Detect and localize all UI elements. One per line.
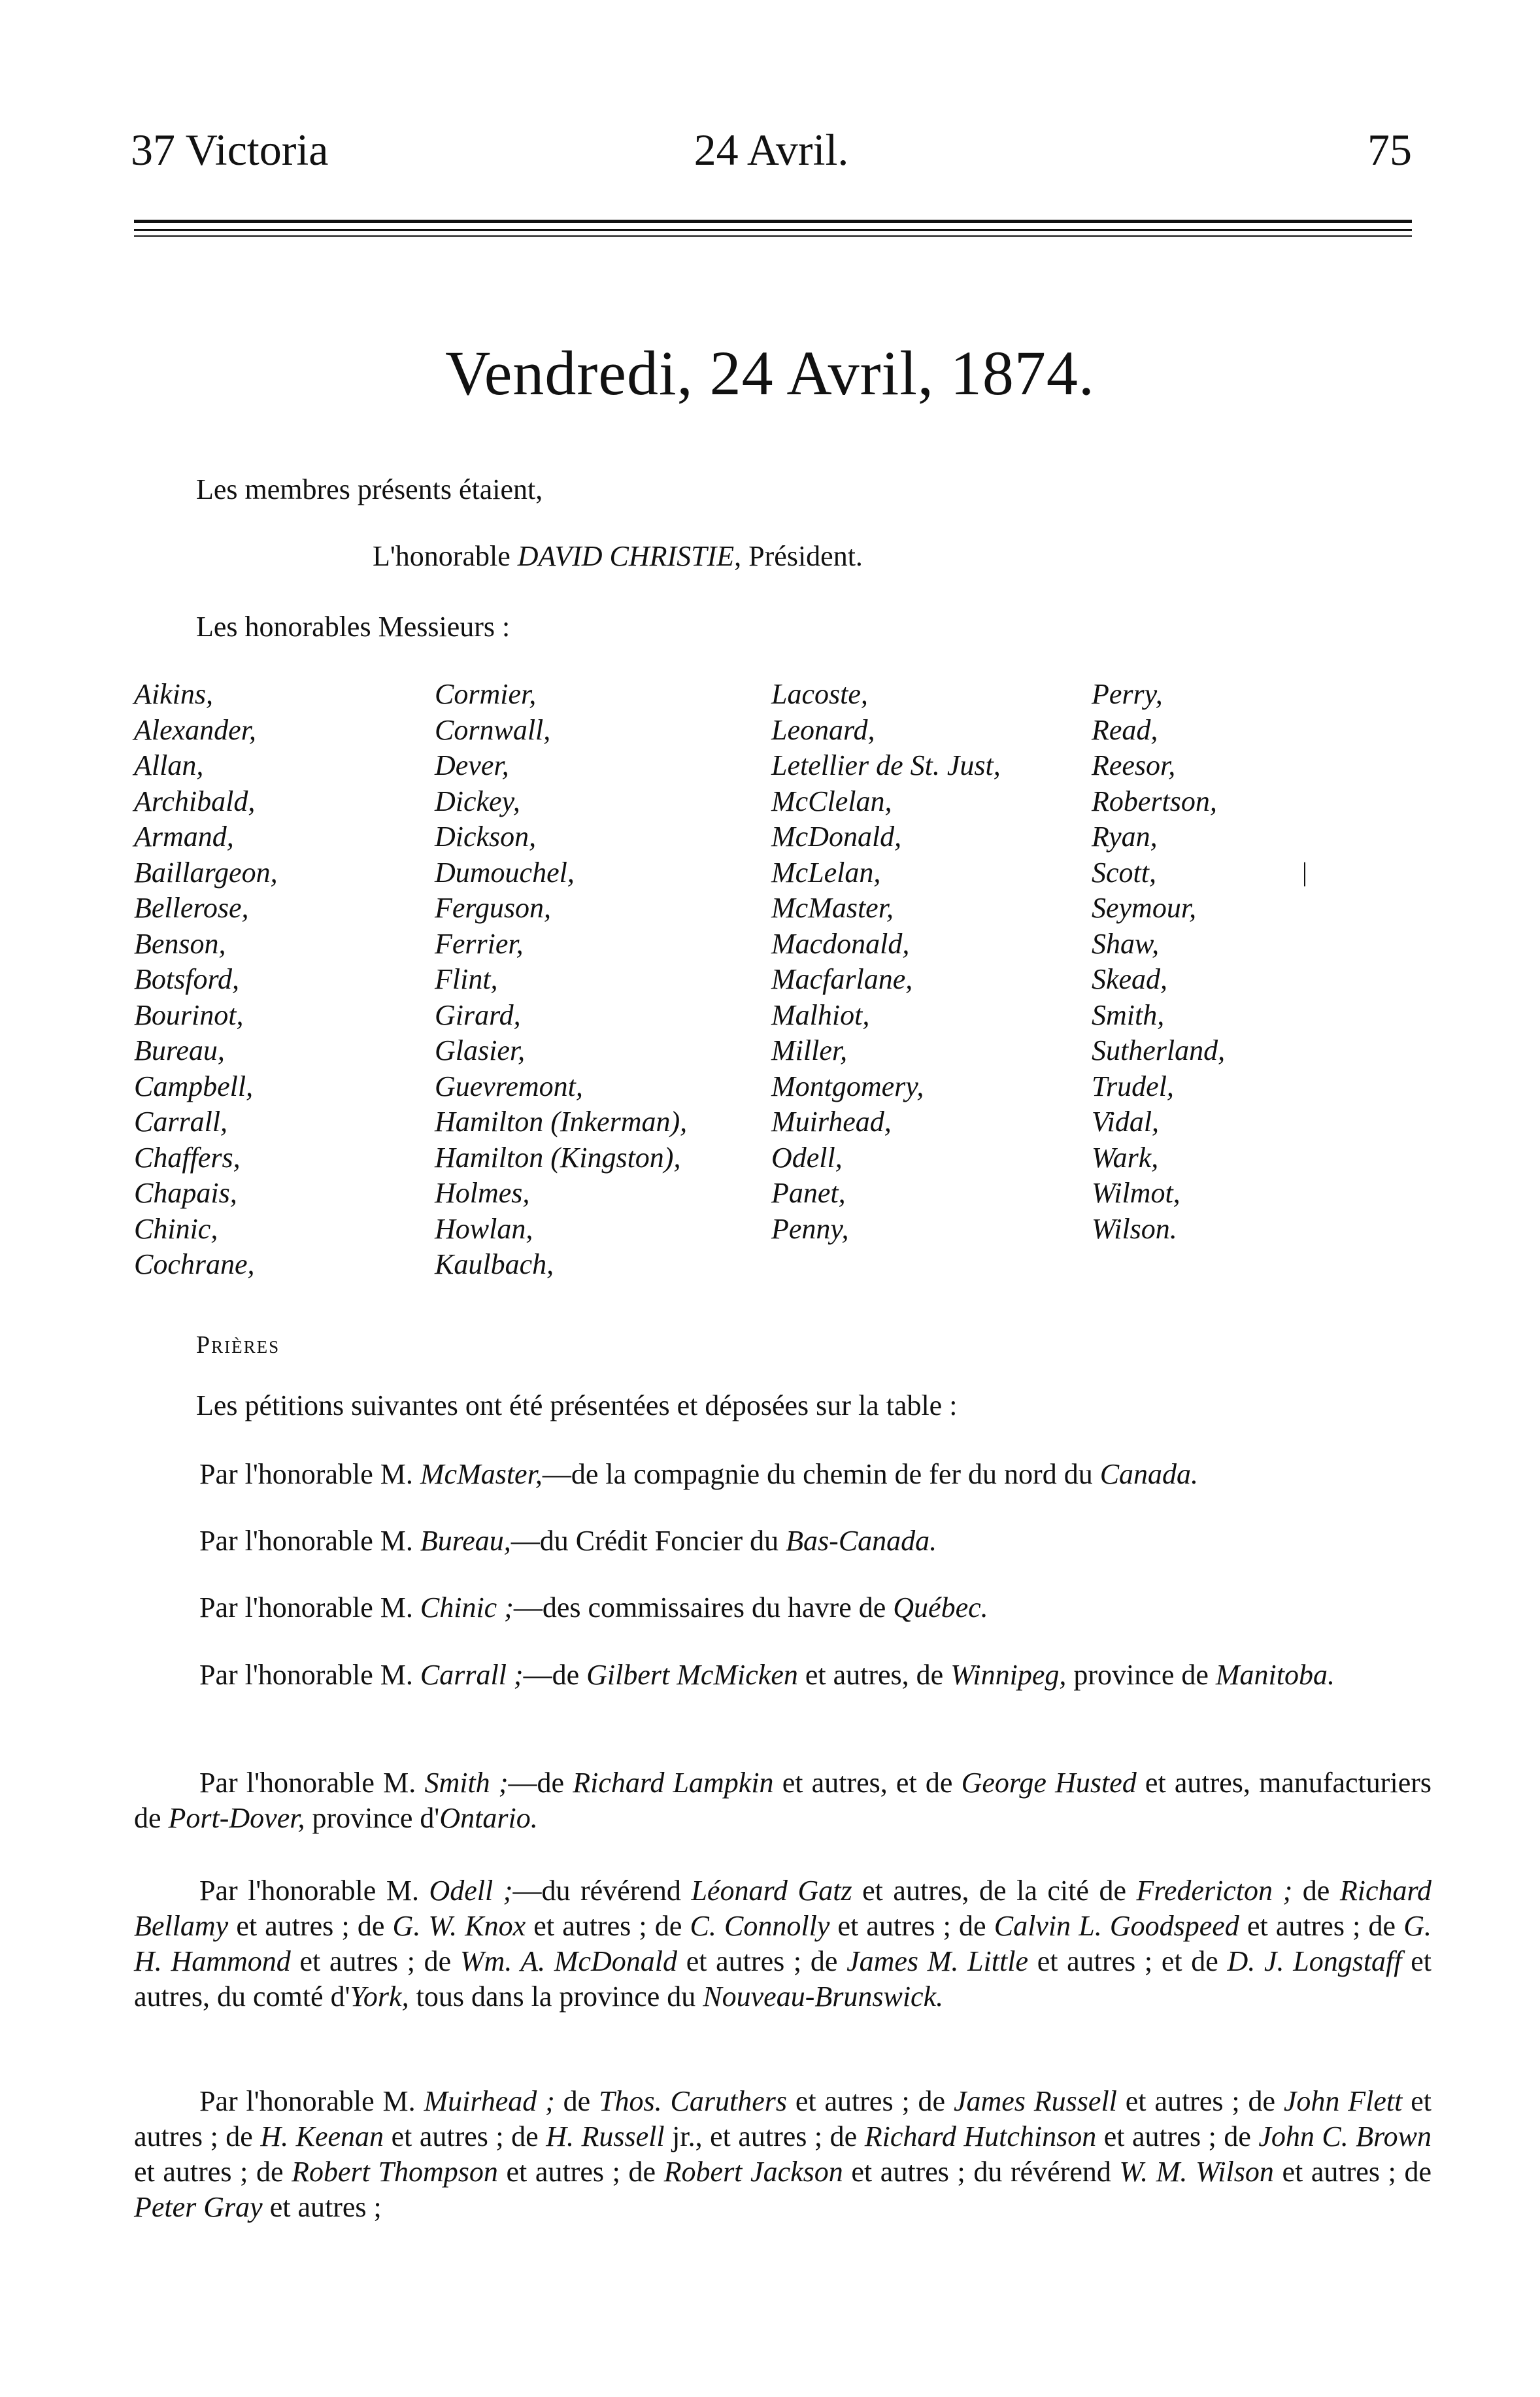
petition-text: —du révérend bbox=[512, 1875, 692, 1907]
member-name: McDonald, bbox=[771, 821, 902, 853]
member-name: Cormier, bbox=[435, 678, 537, 710]
member-name: Aikins, bbox=[134, 678, 213, 710]
member-name: Odell, bbox=[771, 1141, 843, 1174]
members-column-4 bbox=[1092, 677, 1225, 1247]
petition-bureau bbox=[134, 1523, 1431, 1559]
place-name: Canada. bbox=[1099, 1458, 1199, 1490]
petition-text: —du Crédit Foncier du bbox=[511, 1525, 786, 1557]
member-name: Smith, bbox=[1092, 998, 1165, 1031]
petition-text: et autres ; de bbox=[1239, 1910, 1404, 1942]
member-name: Cochrane, bbox=[134, 1248, 255, 1280]
petition-text: Par l'honorable M. bbox=[199, 1591, 420, 1624]
member-name: Letellier de St. Just, bbox=[771, 749, 1001, 781]
petitioner-name: W. M. Wilson bbox=[1119, 2156, 1274, 2188]
petition-text: Par l'honorable M. bbox=[199, 1525, 420, 1557]
member-name: Seymour, bbox=[1092, 892, 1197, 924]
petition-text: et autres, de bbox=[797, 1659, 951, 1691]
senator-name: Odell ; bbox=[429, 1875, 513, 1907]
page-number: 75 bbox=[1367, 125, 1412, 175]
petition-text: et autres ; de bbox=[134, 2085, 1431, 2152]
petitioner-name: Léonard Gatz bbox=[691, 1875, 852, 1907]
petition-muirhead bbox=[134, 2084, 1431, 2225]
petition-text: Par l'honorable M. bbox=[199, 1458, 420, 1490]
petition-carrall bbox=[134, 1658, 1431, 1693]
petitioner-name: H. Keenan bbox=[260, 2120, 384, 2152]
header-rule-thin bbox=[134, 235, 1412, 237]
member-name: Chaffers, bbox=[134, 1141, 241, 1174]
member-name: Carrall, bbox=[134, 1106, 228, 1138]
member-name: Howlan, bbox=[435, 1212, 533, 1245]
petitioner-name: G. H. Hammond bbox=[134, 1910, 1431, 1977]
petition-smith bbox=[134, 1765, 1431, 1836]
member-name: Panet, bbox=[771, 1177, 846, 1209]
petitioner-name: John C. Brown bbox=[1258, 2120, 1431, 2152]
member-name: McClelan, bbox=[771, 785, 892, 817]
member-name: Alexander, bbox=[134, 713, 256, 746]
member-name: Dickson, bbox=[435, 821, 537, 853]
member-name: Macdonald, bbox=[771, 927, 910, 960]
petitions-intro: Les pétitions suivantes ont été présentées et déposées sur la table : bbox=[196, 1389, 958, 1421]
member-name: Skead, bbox=[1092, 963, 1168, 995]
member-name: Montgomery, bbox=[771, 1070, 924, 1102]
member-name: Ferguson, bbox=[435, 892, 552, 924]
petitioner-name: John Flett bbox=[1283, 2085, 1403, 2117]
petition-text: et autres ; de bbox=[829, 1910, 994, 1942]
petition-text: —de bbox=[508, 1767, 573, 1799]
place-name: Nouveau-Brunswick. bbox=[703, 1980, 944, 2013]
member-name: Wilson. bbox=[1092, 1212, 1177, 1245]
petitioner-name: Peter Gray bbox=[134, 2191, 263, 2223]
member-name: Allan, bbox=[134, 749, 204, 781]
member-name: Girard, bbox=[435, 998, 521, 1031]
member-name: Robertson, bbox=[1092, 785, 1217, 817]
petition-text: et autres ; de bbox=[134, 2156, 292, 2188]
petition-text: Par l'honorable M. bbox=[199, 1767, 425, 1799]
president-name: DAVID CHRISTIE bbox=[517, 540, 735, 572]
member-name: Baillargeon, bbox=[134, 856, 278, 889]
member-name: Scott, bbox=[1092, 856, 1156, 889]
petition-text: Par l'honorable M. bbox=[199, 1659, 420, 1691]
member-name: Lacoste, bbox=[771, 678, 868, 710]
member-name: Benson, bbox=[134, 927, 226, 960]
petitioner-name: Calvin L. Goodspeed bbox=[994, 1910, 1239, 1942]
member-name: Guevremont, bbox=[435, 1070, 583, 1102]
member-name: Hamilton (Inkerman), bbox=[435, 1106, 688, 1138]
petitioner-name: C. Connolly bbox=[690, 1910, 830, 1942]
petition-text: et autres ; et de bbox=[1028, 1945, 1228, 1977]
member-name: Wark, bbox=[1092, 1141, 1159, 1174]
place-name: Québec. bbox=[893, 1591, 988, 1624]
petition-text: jr., et autres ; de bbox=[664, 2120, 865, 2152]
margin-mark: | bbox=[1302, 857, 1308, 887]
page-title: Vendredi, 24 Avril, 1874. bbox=[445, 338, 1095, 408]
petition-text: et autres ; de bbox=[787, 2085, 954, 2117]
member-name: Archibald, bbox=[134, 785, 256, 817]
member-name: Dumouchel, bbox=[435, 856, 575, 889]
members-column-1 bbox=[134, 677, 278, 1283]
petition-text: —de bbox=[523, 1659, 587, 1691]
petition-text: —des commissaires du havre de bbox=[513, 1591, 894, 1624]
member-name: Bourinot, bbox=[134, 998, 244, 1031]
petition-text: et autres ; de bbox=[1273, 2156, 1431, 2188]
petition-text: de bbox=[554, 2085, 599, 2117]
president-prefix: L'honorable bbox=[373, 540, 518, 572]
petition-text: et autres ; de bbox=[290, 1945, 460, 1977]
place-name: York, bbox=[350, 1980, 409, 2013]
member-name: Bellerose, bbox=[134, 892, 249, 924]
member-name: Chinic, bbox=[134, 1212, 218, 1245]
member-name: Botsford, bbox=[134, 963, 239, 995]
petitioner-name: James M. Little bbox=[846, 1945, 1028, 1977]
member-name: McMaster, bbox=[771, 892, 894, 924]
member-name: Armand, bbox=[134, 821, 234, 853]
petitioner-name: Richard Hutchinson bbox=[864, 2120, 1097, 2152]
president-line bbox=[373, 539, 863, 573]
member-name: Muirhead, bbox=[771, 1106, 892, 1138]
petition-text: de bbox=[1292, 1875, 1340, 1907]
petition-chinic bbox=[134, 1590, 1431, 1625]
member-name: Ferrier, bbox=[435, 927, 524, 960]
petition-text: et autres ; de bbox=[1116, 2085, 1284, 2117]
header-volume: 37 Victoria bbox=[131, 125, 329, 175]
header-rule-middle bbox=[134, 229, 1412, 231]
running-header bbox=[131, 124, 1412, 196]
petition-text: —de la compagnie du chemin de fer du nord du bbox=[542, 1458, 1100, 1490]
member-name: McLelan, bbox=[771, 856, 881, 889]
petitioner-name: D. J. Longstaff bbox=[1227, 1945, 1402, 1977]
petitioner-name: George Husted bbox=[961, 1767, 1137, 1799]
member-name: Perry, bbox=[1092, 678, 1163, 710]
member-name: Trudel, bbox=[1092, 1070, 1174, 1102]
petitioner-name: Robert Jackson bbox=[663, 2156, 843, 2188]
petition-text: et autres ; du révérend bbox=[843, 2156, 1120, 2188]
petitioner-name: H. Russell bbox=[546, 2120, 665, 2152]
member-name: Penny, bbox=[771, 1212, 849, 1245]
member-name: Ryan, bbox=[1092, 821, 1158, 853]
petition-mcmaster bbox=[134, 1457, 1431, 1492]
member-name: Wilmot, bbox=[1092, 1177, 1180, 1209]
member-name: Leonard, bbox=[771, 713, 875, 746]
petition-text: et autres ; de bbox=[384, 2120, 546, 2152]
member-name: Hamilton (Kingston), bbox=[435, 1141, 681, 1174]
senator-name: Muirhead ; bbox=[424, 2085, 555, 2117]
member-name: Read, bbox=[1092, 713, 1158, 746]
petitioner-name: Richard Bellamy bbox=[134, 1875, 1432, 1942]
petition-text: et autres ; de bbox=[497, 2156, 664, 2188]
member-name: Dever, bbox=[435, 749, 509, 781]
petitioner-name: Wm. A. McDonald bbox=[460, 1945, 677, 1977]
members-list bbox=[134, 677, 1350, 1298]
member-name: Sutherland, bbox=[1092, 1034, 1226, 1066]
petition-text: tous dans la province du bbox=[409, 1980, 703, 2013]
members-column-3 bbox=[771, 677, 1001, 1247]
president-suffix: , Président. bbox=[734, 540, 863, 572]
member-name: Chapais, bbox=[134, 1177, 237, 1209]
member-name: Vidal, bbox=[1092, 1106, 1160, 1138]
members-intro: Les membres présents étaient, bbox=[196, 473, 543, 505]
place-name: Manitoba. bbox=[1215, 1659, 1335, 1691]
petition-text: et autres ; de bbox=[1096, 2120, 1259, 2152]
petition-text: et autres ; de bbox=[677, 1945, 847, 1977]
senator-name: McMaster, bbox=[420, 1458, 543, 1490]
petition-text: et autres, de la cité de bbox=[852, 1875, 1137, 1907]
header-rule-thick bbox=[134, 220, 1412, 223]
place-name: Ontario. bbox=[439, 1802, 538, 1834]
messieurs-label: Les honorables Messieurs : bbox=[196, 611, 511, 643]
petition-text: et autres ; de bbox=[228, 1910, 393, 1942]
member-name: Cornwall, bbox=[435, 713, 551, 746]
petition-text: et autres, manufacturiers de bbox=[134, 1767, 1431, 1834]
petitioner-name: Robert Thompson bbox=[292, 2156, 498, 2188]
header-date: 24 Avril. bbox=[694, 125, 849, 175]
petition-text: province d' bbox=[305, 1802, 440, 1834]
petitioner-name: James Russell bbox=[953, 2085, 1117, 2117]
member-name: Campbell, bbox=[134, 1070, 254, 1102]
senator-name: Carrall ; bbox=[420, 1659, 524, 1691]
place-name: Bas-Canada. bbox=[786, 1525, 937, 1557]
petitioner-name: Thos. Caruthers bbox=[599, 2085, 788, 2117]
place-name: Port-Dover, bbox=[168, 1802, 305, 1834]
senator-name: Smith ; bbox=[424, 1767, 509, 1799]
member-name: Dickey, bbox=[435, 785, 520, 817]
member-name: Reesor, bbox=[1092, 749, 1176, 781]
place-name: Winnipeg, bbox=[950, 1659, 1067, 1691]
member-name: Kaulbach, bbox=[435, 1248, 554, 1280]
petitioner-name: G. W. Knox bbox=[392, 1910, 526, 1942]
member-name: Bureau, bbox=[134, 1034, 225, 1066]
petition-text: province de bbox=[1066, 1659, 1216, 1691]
petition-text: et autres ; de bbox=[526, 1910, 690, 1942]
member-name: Macfarlane, bbox=[771, 963, 913, 995]
section-heading: Prières bbox=[196, 1331, 280, 1359]
petition-text: et autres, et de bbox=[773, 1767, 962, 1799]
petition-odell bbox=[134, 1873, 1431, 2014]
senator-name: Bureau, bbox=[420, 1525, 511, 1557]
petition-text: Par l'honorable M. bbox=[199, 2085, 424, 2117]
petitioner-name: Richard Lampkin bbox=[573, 1767, 774, 1799]
member-name: Flint, bbox=[435, 963, 498, 995]
petition-text: Par l'honorable M. bbox=[199, 1875, 429, 1907]
petition-text: et autres, du comté d' bbox=[134, 1945, 1431, 2013]
place-name: Fredericton ; bbox=[1136, 1875, 1293, 1907]
member-name: Holmes, bbox=[435, 1177, 530, 1209]
petitioner-name: Gilbert McMicken bbox=[586, 1659, 798, 1691]
member-name: Glasier, bbox=[435, 1034, 526, 1066]
petition-text: et autres ; bbox=[262, 2191, 382, 2223]
members-column-2 bbox=[435, 677, 687, 1283]
member-name: Miller, bbox=[771, 1034, 848, 1066]
member-name: Malhiot, bbox=[771, 998, 870, 1031]
senator-name: Chinic ; bbox=[420, 1591, 514, 1624]
member-name: Shaw, bbox=[1092, 927, 1160, 960]
